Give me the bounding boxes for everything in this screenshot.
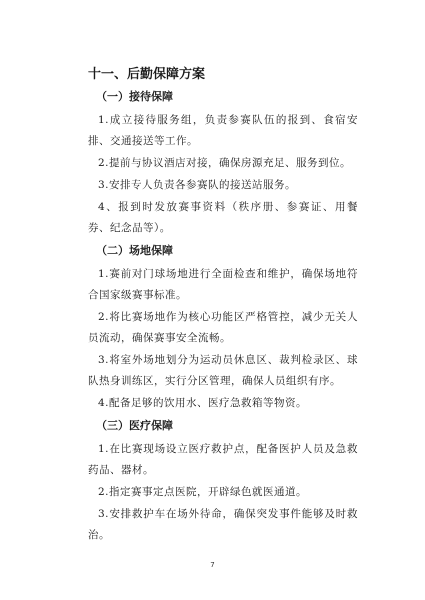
list-item: 4、报到时发放赛事资料（秩序册、参赛证、用餐券、纪念品等）。 xyxy=(88,201,358,234)
list-item: 2.指定赛事定点医院，开辟绿色就医通道。 xyxy=(98,486,308,498)
list-item: 4.配备足够的饮用水、医疗急救箱等物资。 xyxy=(98,397,308,409)
list-item: 1.成立接待服务组，负责参赛队伍的报到、食宿安排、交通接送等工作。 xyxy=(88,114,358,147)
page-number: 7 xyxy=(210,561,215,569)
list-item: 1.在比赛现场设立医疗救护点，配备医护人员及急救药品、器材。 xyxy=(88,443,358,476)
section-heading-medical: （三）医疗保障 xyxy=(96,419,173,432)
document-body xyxy=(88,66,358,547)
section-heading-venue: （二）场地保障 xyxy=(96,244,173,257)
section-title: 十一、后勤保障方案 xyxy=(88,67,206,82)
section-heading-reception: （一）接待保障 xyxy=(96,90,173,103)
list-item: 3.将室外场地划分为运动员休息区、裁判检录区、球队热身训练区，实行分区管理，确保人员组织有序。 xyxy=(88,354,358,387)
list-item: 3.安排专人负责各参赛队的接送站服务。 xyxy=(98,179,297,191)
list-item: 2.将比赛场地作为核心功能区严格管控，减少无关人员流动，确保赛事安全流畅。 xyxy=(88,311,358,344)
list-item: 3.安排救护车在场外待命，确保突发事件能够及时救治。 xyxy=(88,508,358,541)
list-item: 2.提前与协议酒店对接，确保房源充足、服务到位。 xyxy=(98,157,352,169)
list-item: 1.赛前对门球场地进行全面检查和维护，确保场地符合国家级赛事标准。 xyxy=(88,268,358,301)
